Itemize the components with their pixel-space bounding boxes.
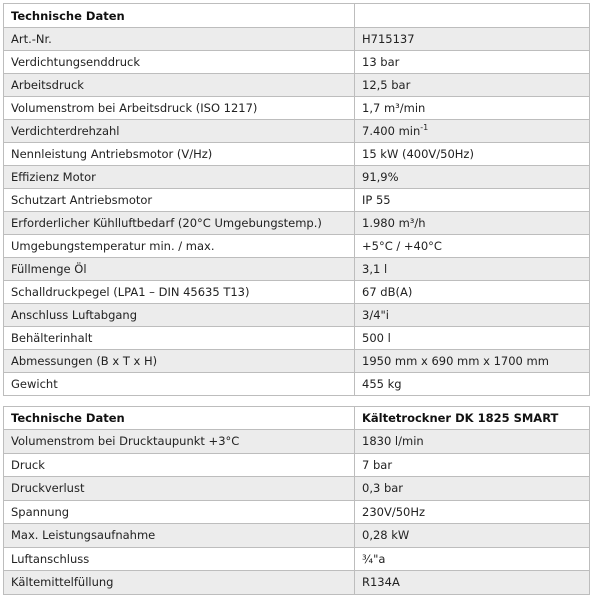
spec-value-text: 230V/50Hz: [362, 504, 426, 519]
table-row: [4, 304, 590, 327]
spec-value-text: 7 bar: [362, 457, 393, 472]
table-row: [4, 327, 590, 350]
spec-value-text: 13 bar: [362, 55, 400, 69]
spec-label: Effizienz Motor: [4, 166, 355, 189]
spec-value: [355, 350, 590, 373]
table-row: [4, 430, 590, 454]
spec-value: [355, 97, 590, 120]
spec-label: Verdichtungsenddruck: [4, 51, 355, 74]
table-header-row: [4, 407, 590, 430]
spec-value: [355, 143, 590, 166]
spec-value-text: 3,1 l: [362, 262, 388, 276]
spec-value: [355, 430, 590, 454]
spec-value: [355, 120, 590, 143]
spec-label: Anschluss Luftabgang: [4, 304, 355, 327]
table-row: [4, 28, 590, 51]
spec-value-text: 91,9%: [362, 170, 399, 184]
table-header-value: Kältetrockner DK 1825 SMART: [355, 407, 590, 430]
spec-value: [355, 281, 590, 304]
table-row: [4, 51, 590, 74]
spec-value: [355, 166, 590, 189]
spec-label: Art.-Nr.: [4, 28, 355, 51]
spec-label: Nennleistung Antriebsmotor (V/Hz): [4, 143, 355, 166]
spec-value-superscript: -1: [420, 123, 429, 133]
spec-value-text: R134A: [362, 575, 400, 590]
spec-value: [355, 258, 590, 281]
spec-value-text: 1,7 m³/min: [362, 101, 426, 115]
spec-value: [355, 235, 590, 258]
spec-value-text: H715137: [362, 32, 415, 46]
table-row: [4, 453, 590, 477]
spec-value-text: 1950 mm x 690 mm x 1700 mm: [362, 354, 549, 368]
spec-value-text: 12,5 bar: [362, 78, 411, 92]
spec-value-text: 1.980 m³/h: [362, 216, 426, 230]
spec-label: Füllmenge Öl: [4, 258, 355, 281]
spec-value: [355, 524, 590, 548]
table-row: [4, 524, 590, 548]
spec-value: [355, 477, 590, 501]
table-row: [4, 235, 590, 258]
table-row: [4, 166, 590, 189]
spec-value-text: 0,3 bar: [362, 481, 404, 496]
spec-label: Kältemittelfüllung: [4, 571, 355, 595]
spec-value-text: IP 55: [362, 193, 391, 207]
table-row: [4, 97, 590, 120]
table-header-label: Technische Daten: [4, 407, 355, 430]
spec-value-text: 1830 l/min: [362, 434, 424, 449]
spec-label: Erforderlicher Kühlluftbedarf (20°C Umgebungstemp.): [4, 212, 355, 235]
table-row: [4, 571, 590, 595]
spec-value-text: +5°C / +40°C: [362, 239, 442, 253]
table-row: [4, 373, 590, 396]
spec-label: Schalldruckpegel (LPA1 – DIN 45635 T13): [4, 281, 355, 304]
spec-label: Spannung: [4, 500, 355, 524]
table-row: [4, 120, 590, 143]
spec-value: [355, 304, 590, 327]
table-header-row: [4, 4, 590, 28]
spec-value: [355, 212, 590, 235]
spec-label: Abmessungen (B x T x H): [4, 350, 355, 373]
spec-label: Behälterinhalt: [4, 327, 355, 350]
table-row: [4, 189, 590, 212]
table-header-label: Technische Daten: [4, 4, 355, 28]
spec-value: [355, 51, 590, 74]
spec-value: [355, 189, 590, 212]
spec-value-text: 67 dB(A): [362, 285, 413, 299]
spec-label: Volumenstrom bei Drucktaupunkt +3°C: [4, 430, 355, 454]
spec-value-text: 7.400 min: [362, 124, 421, 138]
spec-label: Max. Leistungsaufnahme: [4, 524, 355, 548]
spec-label: Volumenstrom bei Arbeitsdruck (ISO 1217): [4, 97, 355, 120]
spec-value-text: 3/4"i: [362, 308, 389, 322]
spec-label: Umgebungstemperatur min. / max.: [4, 235, 355, 258]
spec-label: Schutzart Antriebsmotor: [4, 189, 355, 212]
spec-value-text: 0,28 kW: [362, 528, 410, 543]
spec-value-text: 500 l: [362, 331, 391, 345]
table-row: [4, 74, 590, 97]
spec-label: Gewicht: [4, 373, 355, 396]
spec-label: Arbeitsdruck: [4, 74, 355, 97]
spec-value-text: 455 kg: [362, 377, 402, 391]
spec-value: [355, 327, 590, 350]
spec-value: [355, 500, 590, 524]
table-row: [4, 281, 590, 304]
spec-label: Druck: [4, 453, 355, 477]
table-row: [4, 143, 590, 166]
table-row: [4, 350, 590, 373]
spec-label: Luftanschluss: [4, 547, 355, 571]
spec-value-text: 15 kW (400V/50Hz): [362, 147, 474, 161]
spec-value: [355, 547, 590, 571]
table-row: [4, 212, 590, 235]
spec-value: [355, 453, 590, 477]
table-row: [4, 477, 590, 501]
dryer-data-table: [3, 406, 590, 595]
spec-value: [355, 571, 590, 595]
table-row: [4, 500, 590, 524]
spec-label: Druckverlust: [4, 477, 355, 501]
table-header-value: [355, 4, 590, 28]
spec-label: Verdichterdrehzahl: [4, 120, 355, 143]
spec-value: [355, 28, 590, 51]
table-row: [4, 547, 590, 571]
technical-data-table: [3, 3, 590, 396]
spec-value: [355, 74, 590, 97]
spec-value: [355, 373, 590, 396]
table-row: [4, 258, 590, 281]
spec-value-text: ¾"a: [362, 551, 386, 566]
